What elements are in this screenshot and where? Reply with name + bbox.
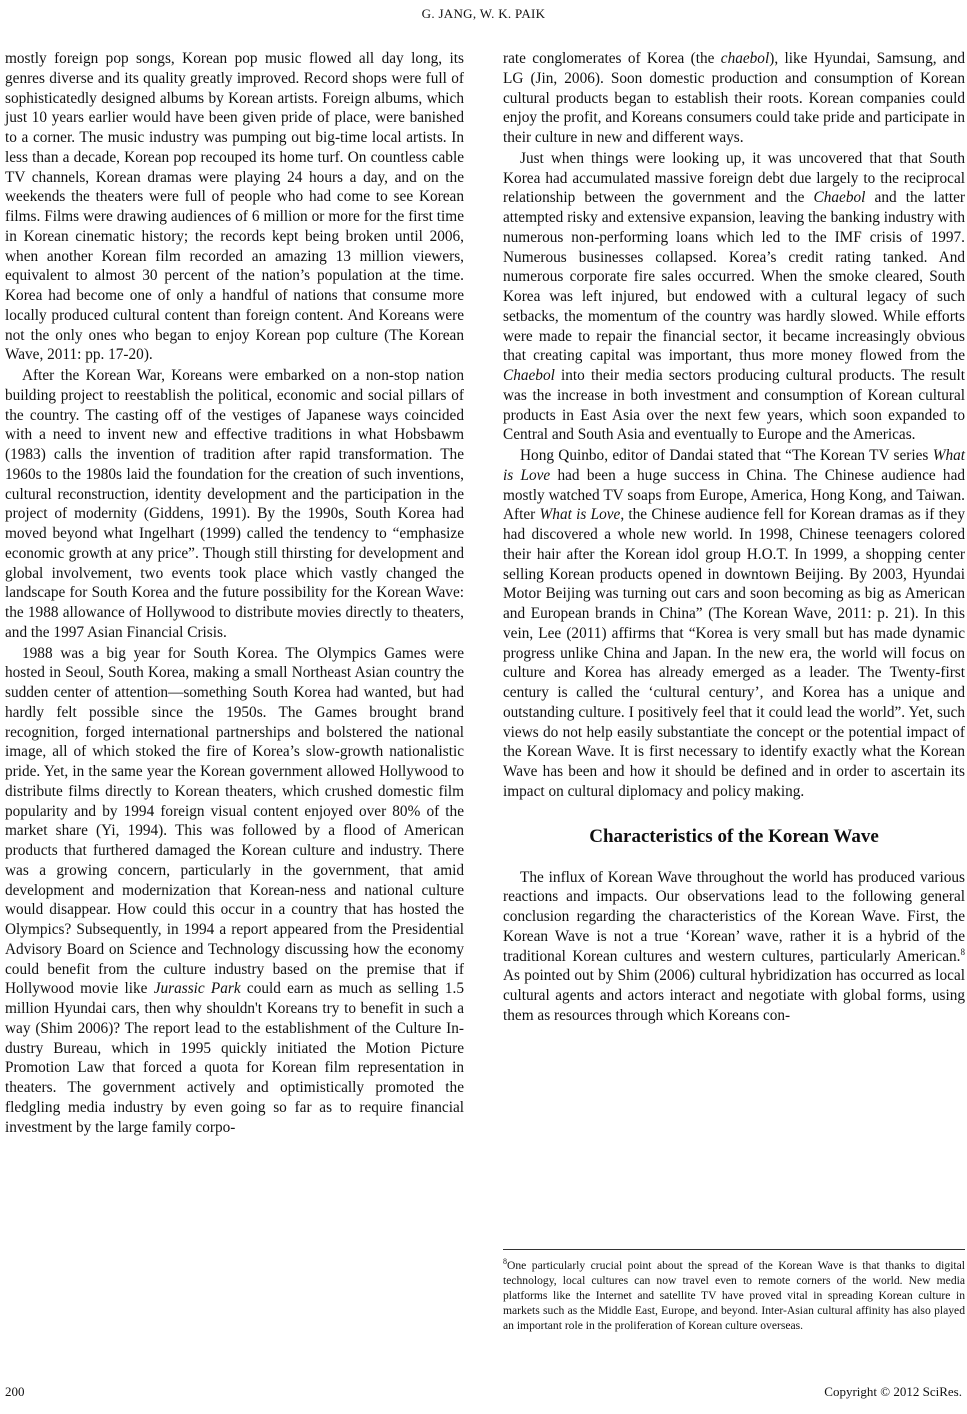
paragraph — [503, 149, 965, 445]
italic-title: What is Love — [539, 506, 621, 524]
paragraph: mostly foreign pop songs, Korean pop music flowed all day long, its genres diverse and its quality greatly improved. Record shops were full of sophisticatedly designed albums by Korean artists. Foreign albums, which just 10 years earlier would have been given pride of place, were banished to a corner. The music industry was pumping out big-time local artists. In less than a decade, Korean pop recouped its home turf. On countless cable TV channels, Korean dramas were playing 24 hours a day, and on the weekends the theaters were full of people who had come to see Korean films. Films were drawing audiences of 6 million or more for the first time in Korean cinematic history; the records kept being broken until 2006, when another Korean film recorded an amazing 13 million viewers, equivalent to almost 30 percent of the nation’s population at the time. Korea had become one of only a handful of nations that consume more locally produced cultural content than foreign content. And Koreans were not the only ones who began to enjoy Korean pop culture (The Korean Wave, 2011: pp. 17-20). — [5, 50, 464, 364]
running-header: G. JANG, W. K. PAIK — [421, 6, 546, 21]
text-run: ), like Hyundai, Samsung, and LG (Jin, 2006). Soon domestic production and consumption of Korean cultural products began to establish their roots. Korean companies could enjoy the profit, and Koreans consumers could take pride and participate in their culture in new and different ways. — [503, 50, 965, 146]
text-run: and the latter attempted risky and extensive expansion, leaving the banking industry with numerous non-performing loans which led to the IMF crisis of 1997. Numerous businesses collapsed. Korea’s credit rating tanked. And numerous corporate fire sales occurred. When the smoke cleared, South Korea was left injured, but endowed with a cultural legacy of such setbacks, the momentum of the country was hardly slowed. While efforts were made to repair the financial sector, it became increasingly obvious that creating capital was important, thus more money flowed from the — [503, 189, 966, 365]
copyright-notice: Copyright © 2012 SciRes. — [824, 1384, 962, 1399]
text-run: had been a huge success in China. The Chinese audience had mostly watched TV soaps from Europe, America, Hong Kong, and Taiwan. After — [503, 466, 966, 524]
italic-title: Jurassic Park — [153, 980, 241, 998]
text-run: Just when things were looking up, it was uncovered that that South Korea had accumulated massive foreign debt due largely to the reciprocal relationship between the government and the — [503, 149, 965, 207]
italic-term: chaebol — [720, 50, 770, 67]
text-run: Hong Quinbo, editor of Dandai stated that “The Korean TV series — [520, 447, 933, 464]
text-run: into their media sectors producing cultural products. The result was the increase in both investment and consumption of Korean cultural products in East Asia over the next few years, which soon expanded to Central and South Asia and eventually to Europe and the Americas. — [503, 367, 965, 444]
text-run: , the Chinese audience fell for Korean dramas as if they had discovered a whole new world. In 1998, Chinese teenagers colored their hair after the Korean idol group H.O.T. In 1999, a shopping center selling Korean products opened in downtown Beijing. By 2003, Hyundai Motor Beijing was turning out cars and soon becoming as big as American and European brands in China” (The Korean Wave, 2011: p. 21). In this vein, Lee (2011) affirms that “Korea is very small but has made dynamic progress unlike China and Japan. In the new era, the world will focus on culture and Korea has already emerged as a leader. The Twenty-first century is called the ‘cultural century’, and Korea has a unique and outstanding culture. I positively feel that it could lead the world”. Yet, such views do not help easily substantiate the concept or the potential impact of the Korean Wave. It is first necessary to identify exactly what the Korean Wave has been and how it should be defined and in order to ascertain its impact on cultural diplomacy and policy making. — [503, 506, 965, 800]
text-run: could earn as much as selling 1.5 million Hyundai cars, then why shouldn't Koreans try to benefit in such a way (Shim 2006)? The report lead to the establishment of the Culture In-dustry Bureau, which in 1995 quickly initiated the Motion Picture Promotion Law that forced a quota for Korean film representation in theaters. The government actively and optimistically promoted the fledgling media industry by even going so far as to require financial investment by the large family corpo- — [5, 980, 464, 1136]
paragraph: After the Korean War, Koreans were embarked on a non-stop nation building project to reestablish the political, economic and social pillars of the country. The casting off of the vestiges of Japanese ways coincided with a need to invent new and effective traditions in what Hobsbawm (1983) calls the invention of tradition after rapid transformation. The 1960s to the 1980s laid the foundation for the creation of such inventions, cultural reconstruction, identity development and the participation in the project of modernity (Giddens, 1991). By the 1990s, South Korea had moved beyond what Ingelhart (1999) called the tendency to “emphasize economic growth at any price”. Though still thirsting for development and global involvement, two events took place which vastly changed the landscape for South Korea and the future possibility for the Korean Wave: the 1988 allowance of Hollywood to distribute movies directly to theaters, and the 1997 Asian Financial Crisis. — [5, 367, 464, 641]
section-heading: Characteristics of the Korean Wave — [589, 825, 879, 847]
text-run: rate conglomerates of Korea (the — [503, 50, 721, 67]
paragraph — [503, 868, 965, 1026]
text-run: The influx of Korean Wave throughout the world has produced various reactions and impacts. Our observations lead to the following general conclusion regarding the characteristics of the Korean Wave. First, the Korean Wave is not a true ‘Korean’ wave, rather it is a hybrid of the traditional Korean cultures and western cultures, particularly American. — [503, 868, 965, 965]
footnote-text: One particularly crucial point about the spread of the Korean Wave is that thanks to digital technology, local cultures can now travel even to remote corners of the world. New media platforms like the Internet and satellite TV have proved vital in spreading Korean culture in markets such as the Middle East, Europe, and beyond. Inter-Asian cultural affinity has also played an important role in the proliferation of Korean culture overseas. — [503, 1258, 965, 1332]
text-run: As pointed out by Shim (2006) cultural hybridization has occurred as local cultural agents and actors interact and negotiate with global forms, using them as resources through which Koreans con- — [503, 967, 965, 1024]
footnote-block — [503, 1249, 965, 1333]
left-column — [5, 49, 464, 1137]
footnote-marker[interactable]: 8 — [960, 946, 965, 957]
right-column — [503, 49, 965, 1026]
paragraph — [503, 49, 965, 148]
footnote-number: 8 — [503, 1257, 507, 1266]
italic-term: Chaebol — [813, 189, 866, 207]
text-run: 1988 was a big year for South Korea. The Olympics Games were hosted in Seoul, South Korea, making a small Northeast Asian country the sudden center of attention—something South Korea had wanted, but had hardly felt possible since the 1950s. The Games brought brand recognition, forged international partnerships and bolstered the national image, all of which stoked the fire of Korea’s slow-growth nationalistic pride. Yet, in the same year the Korean government allowed Hollywood to distribute films directly to Korean theaters, which crushed domestic film popularity and by 1994 foreign visual content enjoyed over 80% of the market share (Yi, 1994). This was followed by a flood of American products that furthered damaged the Korean culture and industry. There was a growing concern, particularly in the government, that amid development and modernization that Korean-ness and national culture would disappear. How could this occur in a country that has hosted the Olympics? Subsequently, in 1994 a report appeared from the Presidential Advisory Board on Science and Technology discussing how the economy could benefit from the culture industry based on the premise that if Hollywood movie like — [5, 644, 464, 998]
page-number: 200 — [5, 1384, 25, 1399]
paragraph — [503, 446, 965, 802]
italic-term: Chaebol — [503, 367, 555, 384]
italic-title: What is Love — [503, 447, 965, 484]
paragraph — [5, 644, 464, 1138]
